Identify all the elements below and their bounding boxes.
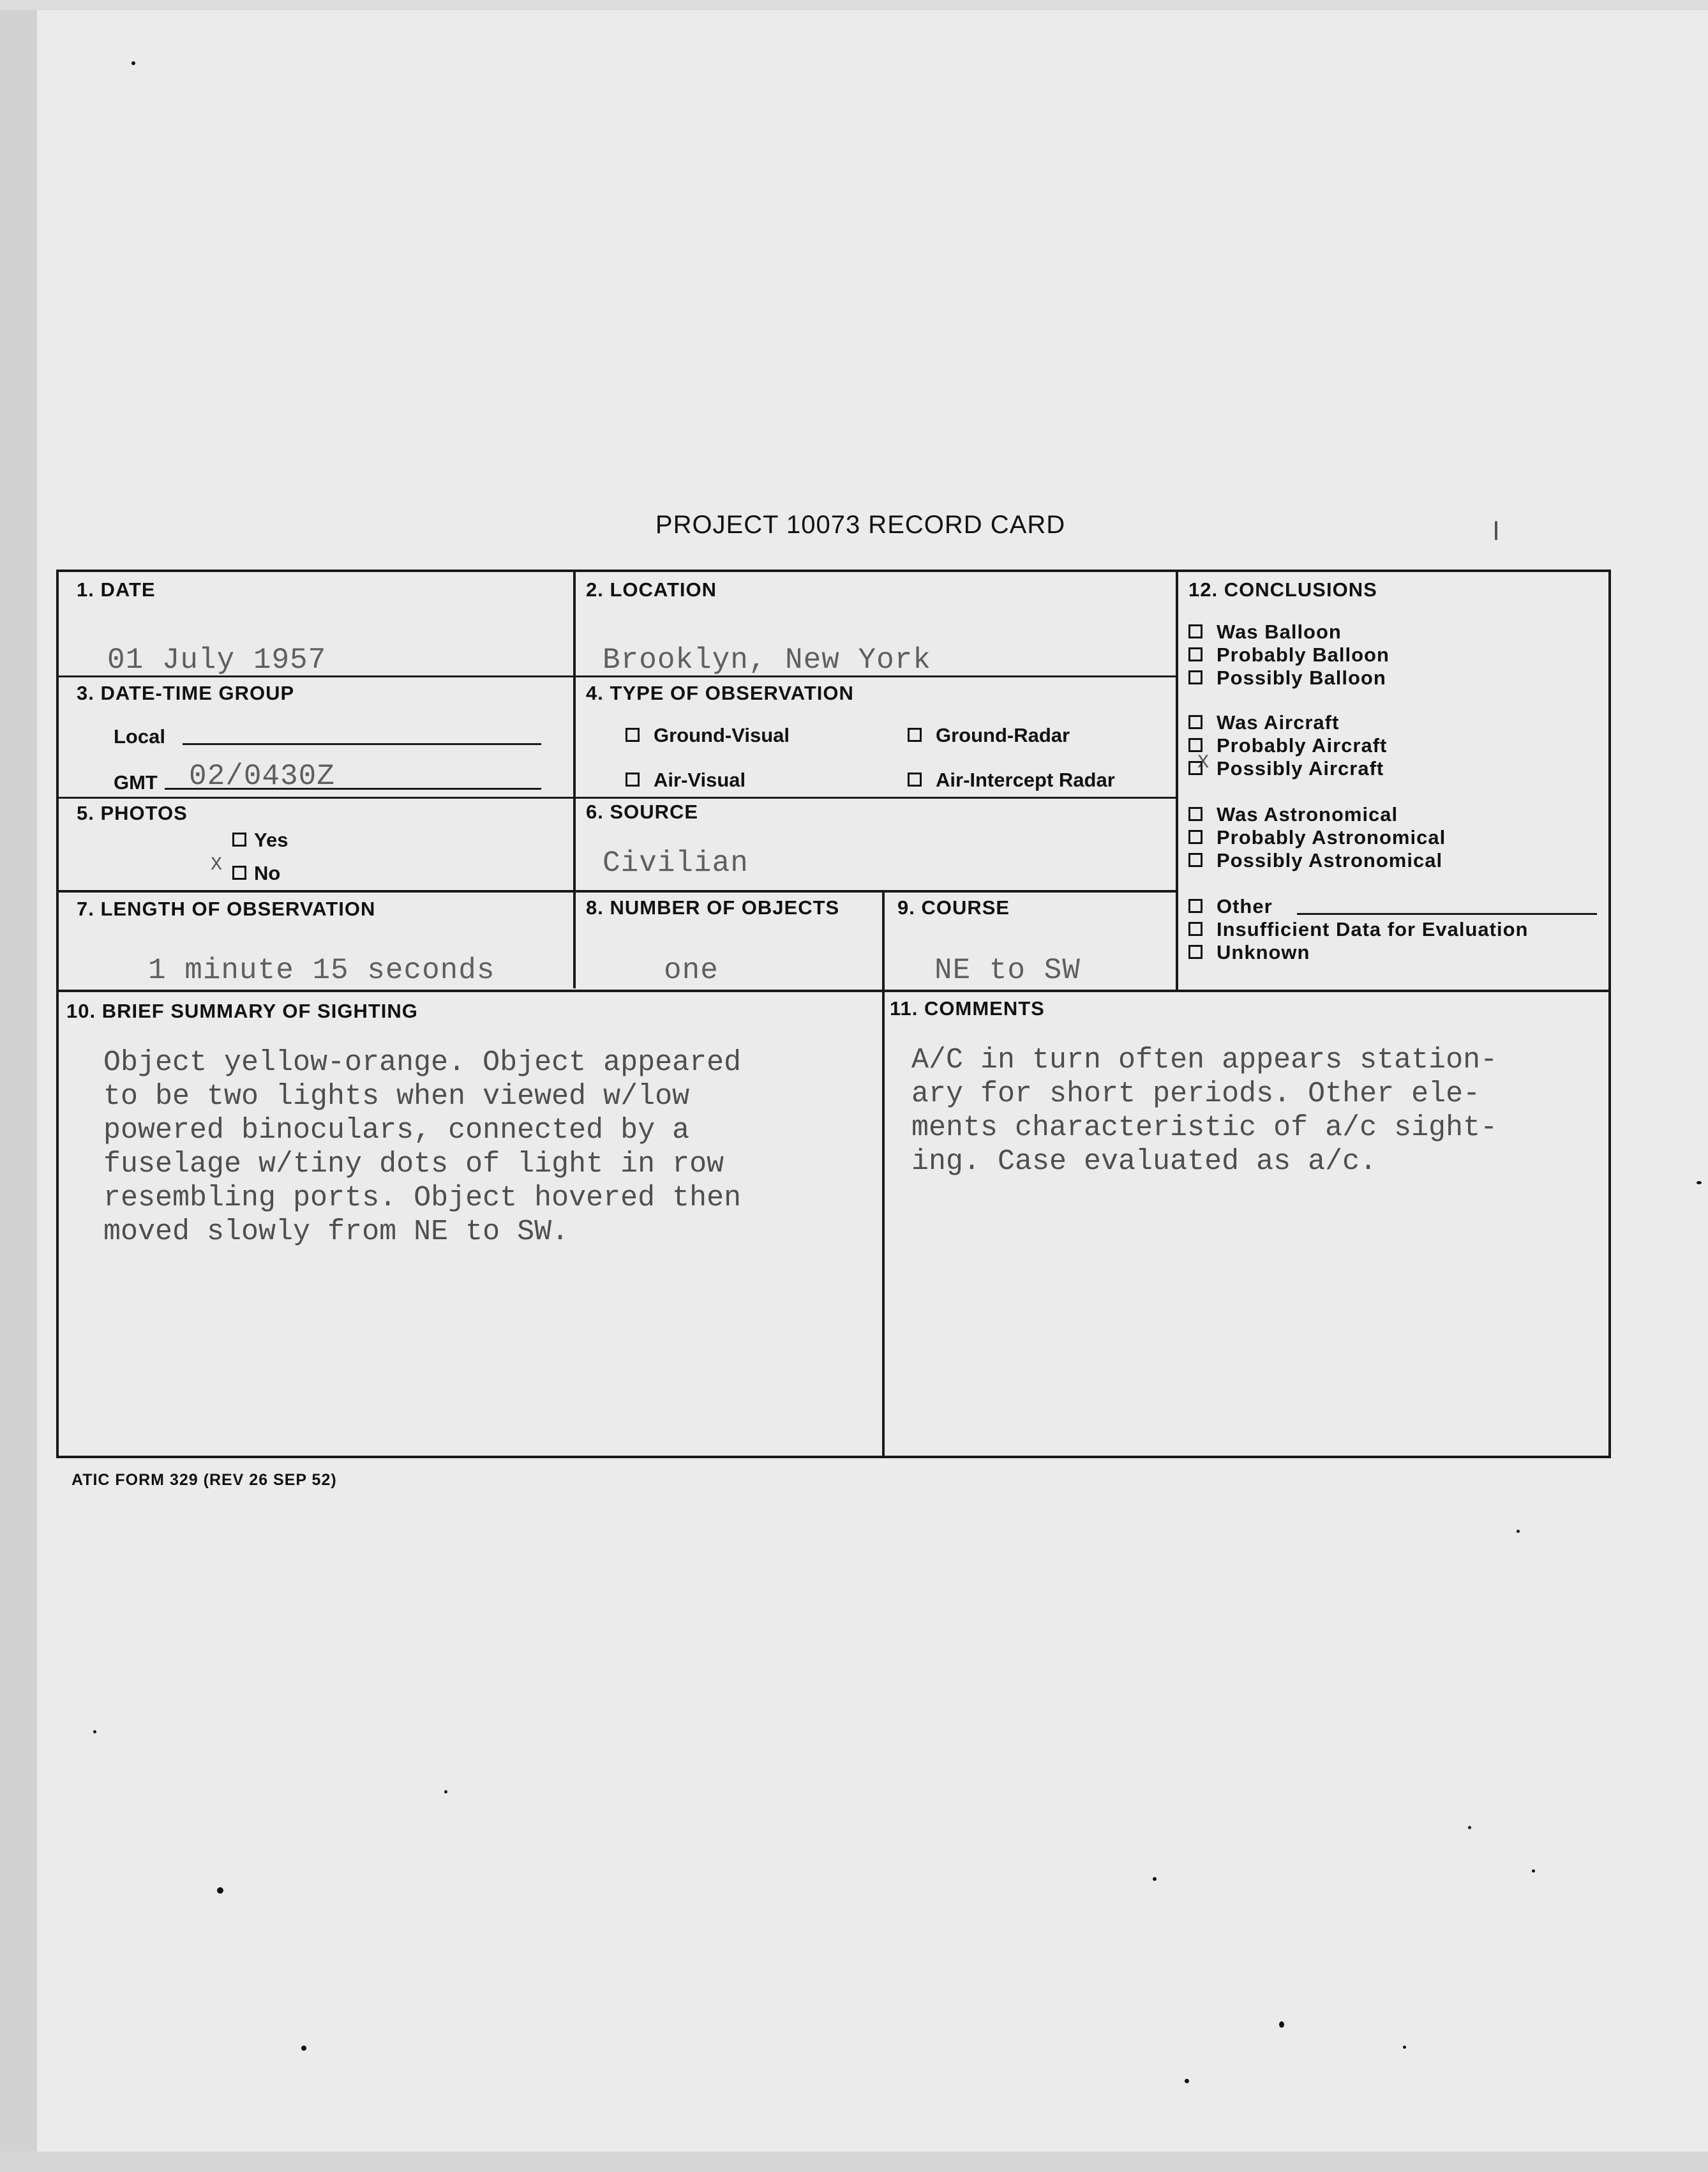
conclusion-probably-balloon[interactable]: Probably Balloon: [1188, 644, 1390, 667]
other-underline: [1297, 913, 1597, 915]
checkbox-icon: [1188, 624, 1202, 638]
photos-yes[interactable]: Yes: [232, 829, 288, 852]
divider-row2: [57, 797, 1177, 799]
course-value: NE to SW: [934, 954, 1081, 987]
conclusion-was-aircraft[interactable]: Was Aircraft: [1188, 711, 1339, 734]
divider-conclusions: [1176, 571, 1178, 992]
scan-speck: [1697, 1181, 1702, 1184]
scan-speck: [1403, 2046, 1406, 2049]
scan-speck: [1279, 2021, 1284, 2028]
obs-air-visual[interactable]: Air-Visual: [626, 769, 745, 792]
checkbox-icon: [626, 773, 640, 787]
scan-speck: [444, 1790, 447, 1793]
conclusion-possibly-balloon[interactable]: Possibly Balloon: [1188, 667, 1386, 690]
summary-line: powered binoculars, connected by a: [103, 1114, 690, 1147]
scan-speck: [1517, 1530, 1520, 1533]
conclusions-label: 12. CONCLUSIONS: [1188, 578, 1377, 601]
card-title: PROJECT 10073 RECORD CARD: [655, 511, 1066, 539]
conclusion-was-astronomical[interactable]: Was Astronomical: [1188, 803, 1398, 826]
divider-row3: [57, 890, 1177, 893]
comments-line: ments characteristic of a/c sight-: [911, 1112, 1498, 1144]
divider-col3: [882, 893, 885, 1457]
gmt-label: GMT: [114, 771, 158, 794]
course-label: 9. COURSE: [897, 896, 1010, 919]
conclusion-unknown[interactable]: Unknown: [1188, 941, 1310, 964]
scan-speck: [131, 61, 135, 65]
source-label: 6. SOURCE: [586, 801, 699, 823]
scan-speck: [1153, 1877, 1157, 1881]
scan-speck: [1532, 1869, 1535, 1873]
photos-no[interactable]: No: [232, 862, 280, 885]
scan-speck: [217, 1887, 223, 1894]
photos-no-mark: X: [211, 854, 223, 876]
checkbox-icon: [908, 728, 922, 742]
type-of-observation-label: 4. TYPE OF OBSERVATION: [586, 682, 854, 704]
conclusion-possibly-aircraft[interactable]: Possibly Aircraft: [1188, 757, 1384, 780]
local-underline: [183, 743, 541, 745]
checkbox-icon: [1188, 853, 1202, 867]
checkbox-icon: [1188, 761, 1202, 775]
checkbox-icon: [1188, 807, 1202, 821]
checkbox-icon: [232, 833, 246, 847]
conclusion-other[interactable]: Other: [1188, 895, 1273, 918]
checkbox-icon: [908, 773, 922, 787]
checkbox-icon: [1188, 670, 1202, 684]
checkbox-icon: [1188, 738, 1202, 752]
obs-ground-radar[interactable]: Ground-Radar: [908, 724, 1070, 747]
conclusion-probably-aircraft[interactable]: Probably Aircraft: [1188, 734, 1387, 757]
scan-speck: [1468, 1826, 1471, 1829]
form-footer: ATIC FORM 329 (REV 26 SEP 52): [71, 1471, 337, 1489]
conclusion-was-balloon[interactable]: Was Balloon: [1188, 621, 1342, 644]
summary-line: resembling ports. Object hovered then: [103, 1182, 742, 1214]
conclusion-probably-astronomical[interactable]: Probably Astronomical: [1188, 826, 1446, 849]
summary-line: fuselage w/tiny dots of light in row: [103, 1148, 724, 1180]
number-of-objects-value: one: [664, 954, 719, 987]
location-value: Brooklyn, New York: [603, 644, 931, 677]
obs-air-intercept-radar[interactable]: Air-Intercept Radar: [908, 769, 1115, 792]
conclusion-possibly-astronomical[interactable]: Possibly Astronomical: [1188, 849, 1442, 872]
scan-speck: [1185, 2079, 1189, 2083]
checkbox-icon: [1188, 899, 1202, 913]
scan-speck: [93, 1730, 96, 1733]
local-label: Local: [114, 725, 165, 748]
photos-label: 5. PHOTOS: [77, 802, 188, 824]
scan-speck: [1495, 521, 1497, 540]
summary-label: 10. BRIEF SUMMARY OF SIGHTING: [66, 1000, 418, 1022]
source-value: Civilian: [603, 847, 749, 880]
checkbox-icon: [1188, 945, 1202, 959]
scan-edge-top: [0, 0, 1708, 10]
number-of-objects-label: 8. NUMBER OF OBJECTS: [586, 896, 840, 919]
comments-label: 11. COMMENTS: [890, 997, 1045, 1020]
comments-line: ary for short periods. Other ele-: [911, 1078, 1481, 1110]
length-of-observation-value: 1 minute 15 seconds: [148, 954, 495, 987]
date-time-group-label: 3. DATE-TIME GROUP: [77, 682, 295, 704]
length-of-observation-label: 7. LENGTH OF OBSERVATION: [77, 898, 376, 920]
scan-edge-bottom: [0, 2152, 1708, 2172]
summary-line: moved slowly from NE to SW.: [103, 1216, 569, 1248]
checkbox-icon: [1188, 647, 1202, 661]
checkbox-icon: [626, 728, 640, 742]
summary-line: Object yellow-orange. Object appeared: [103, 1046, 742, 1079]
date-label: 1. DATE: [77, 578, 156, 601]
checkbox-icon: [1188, 922, 1202, 936]
divider-row4: [57, 990, 1610, 992]
comments-line: ing. Case evaluated as a/c.: [911, 1145, 1377, 1178]
summary-text: [103, 1046, 741, 1249]
comments-line: A/C in turn often appears station-: [911, 1044, 1498, 1076]
location-label: 2. LOCATION: [586, 578, 717, 601]
checkbox-icon: [1188, 715, 1202, 729]
date-value: 01 July 1957: [107, 644, 327, 677]
divider-col1: [573, 571, 576, 988]
checkbox-icon: [232, 866, 246, 880]
scan-edge-left: [0, 0, 37, 2172]
checkbox-icon: [1188, 830, 1202, 844]
possibly-aircraft-mark: X: [1197, 752, 1210, 774]
scan-speck: [301, 2046, 306, 2051]
gmt-value: 02/0430Z: [189, 760, 335, 793]
summary-line: to be two lights when viewed w/low: [103, 1080, 690, 1113]
comments-text: [911, 1043, 1497, 1179]
obs-ground-visual[interactable]: Ground-Visual: [626, 724, 790, 747]
conclusion-insufficient-data[interactable]: Insufficient Data for Evaluation: [1188, 918, 1528, 941]
